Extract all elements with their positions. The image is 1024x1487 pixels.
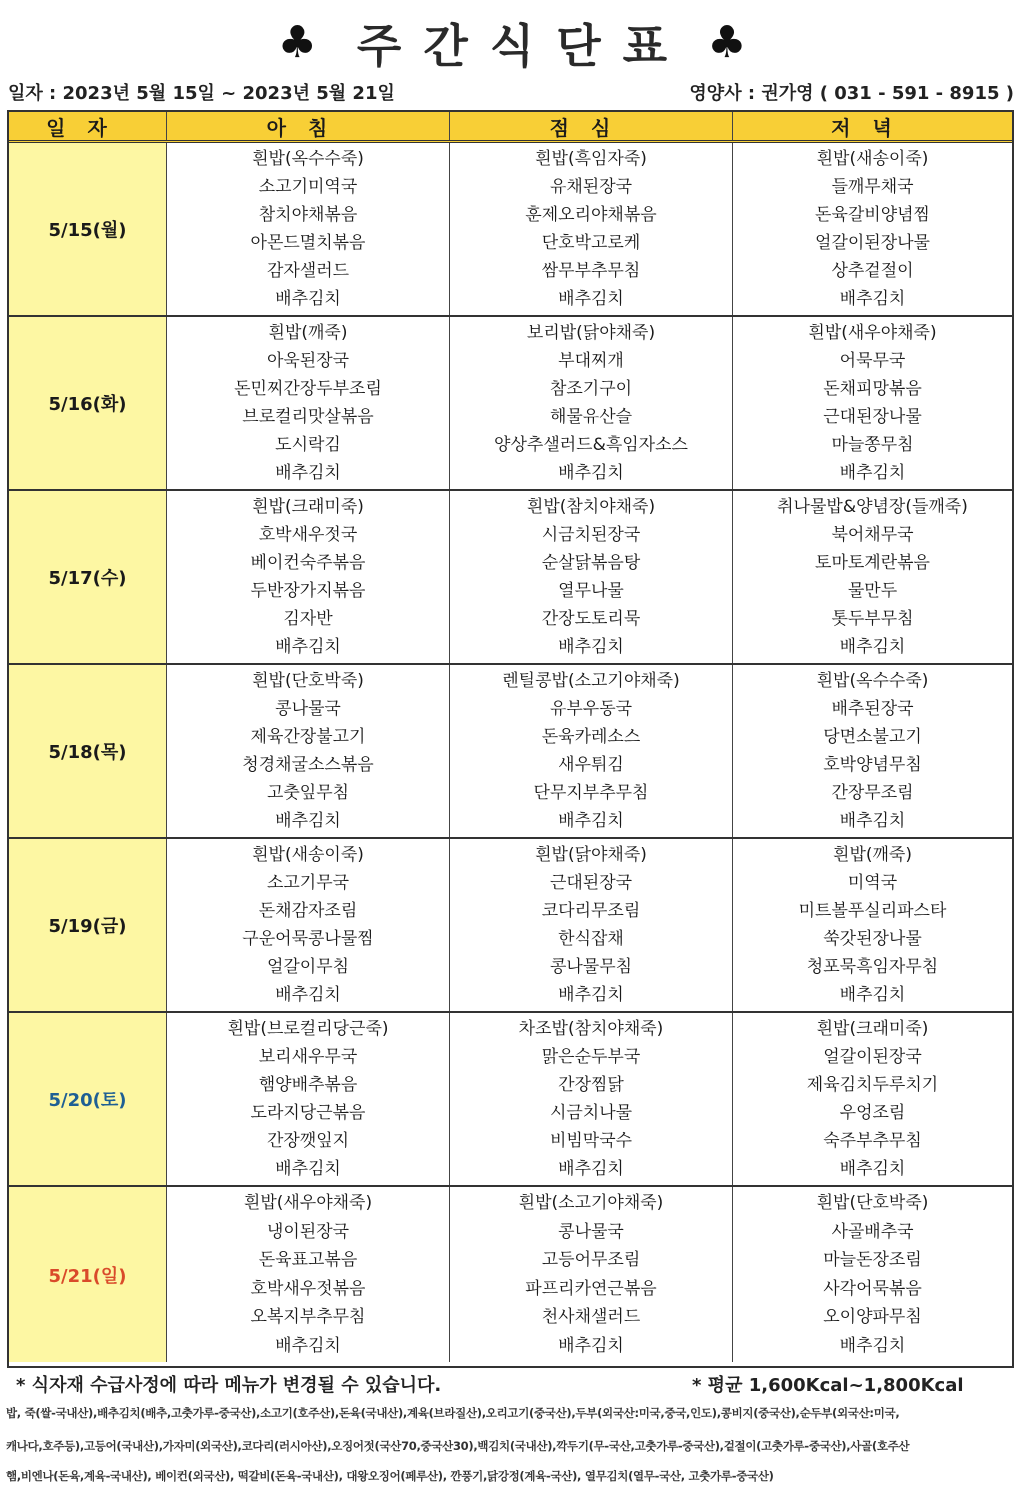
- menu-item: 아몬드멸치볶음: [250, 233, 366, 253]
- menu-item: 마늘쫑무침: [831, 435, 914, 455]
- menu-item: 우엉조림: [839, 1103, 906, 1123]
- menu-item: 배추김치: [558, 811, 624, 831]
- menu-item: 마늘돈장조림: [823, 1250, 922, 1271]
- menu-table: [7, 110, 1014, 1368]
- menu-item: 호박새우젓볶음: [250, 1278, 366, 1299]
- day-row: [9, 839, 1012, 1013]
- day-row: [9, 1187, 1012, 1362]
- menu-item: 참조기구이: [549, 379, 633, 399]
- menu-item: 훈제오리야채볶음: [525, 205, 657, 225]
- dinner-cell: [732, 491, 1012, 663]
- menu-item: 새우튀김: [558, 755, 624, 775]
- day-row: [9, 665, 1012, 839]
- menu-item: 돈채감자조림: [258, 901, 358, 921]
- dinner-cell: [732, 1187, 1012, 1362]
- info-line: [8, 79, 1014, 105]
- menu-item: 흰밥(새우야채죽): [243, 1193, 373, 1214]
- menu-item: 배추김치: [275, 637, 341, 657]
- menu-item: 단호박고로케: [541, 233, 641, 253]
- menu-item: 간장도토리묵: [541, 609, 641, 629]
- menu-item: 콩나물국: [275, 699, 341, 719]
- header-breakfast: 아침: [166, 112, 449, 140]
- title-bar: [0, 12, 1024, 74]
- menu-item: 얼갈이된장나물: [815, 233, 930, 253]
- date-cell: 5/21(일): [9, 1187, 166, 1362]
- menu-item: 청경채굴소스볶음: [242, 755, 374, 775]
- day-row: [9, 1013, 1012, 1187]
- menu-item: 배추김치: [558, 289, 624, 309]
- menu-item: 배추김치: [558, 637, 624, 657]
- menu-item: 비빔막국수: [549, 1131, 633, 1151]
- menu-item: 흰밥(깨죽): [833, 845, 912, 865]
- menu-item: 흰밥(새송이죽): [816, 149, 929, 169]
- club-icon: ♣: [277, 17, 317, 68]
- menu-item: 배추김치: [275, 463, 341, 483]
- menu-item: 돈민찌간장두부조림: [234, 379, 382, 399]
- date-cell: 5/17(수): [9, 491, 166, 663]
- calorie-notice: * 평균 1,600Kcal~1,800Kcal: [692, 1375, 964, 1396]
- menu-item: 상추겉절이: [831, 261, 914, 281]
- menu-item: 배추김치: [275, 289, 341, 309]
- days-container: [9, 143, 1012, 1362]
- menu-item: 양상추샐러드&흑임자소스: [494, 435, 688, 455]
- club-icon: ♣: [707, 17, 747, 68]
- menu-item: 배추김치: [839, 1159, 906, 1179]
- page-title: 주간식단표: [356, 19, 690, 73]
- menu-item: 파프리카연근볶음: [525, 1278, 657, 1299]
- origin-line: 햄,비엔나(돈육,계육-국내산), 베이컨(외국산), 떡갈비(돈육-국내산), 대왕오징어(페루산), 깐풍기,닭강정(계육-국산), 열무김치(열무-국산, 고춧가루-중국산): [6, 1469, 774, 1483]
- menu-item: 숙주부추무침: [823, 1131, 922, 1151]
- menu-item: 코다리무조림: [541, 901, 641, 921]
- menu-item: 흰밥(크래미죽): [252, 497, 364, 517]
- menu-item: 배추김치: [275, 1159, 341, 1179]
- menu-item: 브로컬리맛살볶음: [242, 407, 374, 427]
- menu-item: 김자반: [283, 609, 333, 629]
- menu-item: 배추김치: [558, 1335, 624, 1356]
- menu-item: 제육간장불고기: [250, 727, 366, 747]
- menu-item: 톳두부무침: [831, 609, 914, 629]
- lunch-cell: [449, 491, 732, 663]
- menu-item: 쌈무부추무침: [541, 261, 641, 281]
- menu-item: 돈육갈비양념찜: [815, 205, 930, 225]
- menu-item: 어묵무국: [839, 351, 906, 371]
- menu-item: 취나물밥&양념장(들깨죽): [777, 497, 968, 517]
- menu-item: 고등어무조림: [541, 1250, 641, 1271]
- menu-item: 흰밥(크래미죽): [816, 1019, 929, 1039]
- header-lunch: 점심: [449, 112, 732, 140]
- menu-item: 베이컨숙주볶음: [250, 553, 366, 573]
- menu-item: 천사채샐러드: [541, 1307, 641, 1328]
- menu-item: 흰밥(닭야채죽): [535, 845, 647, 865]
- menu-item: 흰밥(옥수수죽): [252, 149, 364, 169]
- menu-item: 배추김치: [839, 811, 906, 831]
- menu-item: 흰밥(단호박죽): [816, 1193, 929, 1214]
- menu-item: 고춧잎무침: [266, 783, 350, 803]
- lunch-cell: [449, 317, 732, 489]
- origin-line: 캐나다,호주등),고등어(국내산),가자미(외국산),코다리(러시아산),오징어젓(국산70,중국산30),백김치(국내산),깍두기(무-국산,고춧가루-중국산),겉절이(고춧가루-중국산),사골(호주산: [6, 1439, 910, 1453]
- lunch-cell: [449, 839, 732, 1011]
- menu-item: 배추김치: [839, 463, 906, 483]
- menu-item: 도시락김: [275, 435, 341, 455]
- menu-item: 배추김치: [839, 1335, 906, 1356]
- menu-item: 쑥갓된장나물: [823, 929, 922, 949]
- menu-item: 배추김치: [275, 811, 341, 831]
- date-cell: 5/15(월): [9, 143, 166, 315]
- menu-item: 시금치된장국: [541, 525, 641, 545]
- lunch-cell: [449, 1187, 732, 1362]
- breakfast-cell: [166, 1187, 449, 1362]
- date-cell: 5/20(토): [9, 1013, 166, 1185]
- menu-item: 배추김치: [839, 985, 906, 1005]
- breakfast-cell: [166, 665, 449, 837]
- menu-item: 배추김치: [558, 985, 624, 1005]
- menu-item: 흰밥(브로컬리당근죽): [227, 1019, 389, 1039]
- menu-item: 시금치나물: [549, 1103, 633, 1123]
- menu-item: 냉이된장국: [266, 1221, 350, 1242]
- menu-item: 소고기무국: [266, 873, 350, 893]
- menu-item: 사각어묵볶음: [823, 1278, 922, 1299]
- menu-item: 열무나물: [558, 581, 624, 601]
- nutritionist-text: 영양사 : 권가영 ( 031 - 591 - 8915 ): [689, 83, 1014, 104]
- menu-item: 소고기미역국: [258, 177, 358, 197]
- menu-item: 흰밥(깨죽): [268, 323, 348, 343]
- menu-item: 근대된장국: [549, 873, 633, 893]
- menu-item: 콩나물무침: [549, 957, 633, 977]
- menu-item: 당면소불고기: [823, 727, 922, 747]
- menu-item: 흰밥(옥수수죽): [816, 671, 929, 691]
- menu-item: 콩나물국: [558, 1221, 624, 1242]
- menu-item: 간장무조림: [831, 783, 914, 803]
- menu-item: 얼갈이무침: [266, 957, 350, 977]
- menu-item: 사골배추국: [831, 1221, 914, 1242]
- menu-item: 흰밥(단호박죽): [252, 671, 364, 691]
- origin-line: 밥, 죽(쌀-국내산),배추김치(배추,고춧가루-중국산),소고기(호주산),돈육(국내산),계육(브라질산),오리고기(중국산),두부(외국산:미국,중국,인도),콩비지(중국산),순두부(외국산:미국,: [6, 1406, 900, 1420]
- day-row: [9, 317, 1012, 491]
- menu-item: 해물유산슬: [549, 407, 633, 427]
- date-cell: 5/16(화): [9, 317, 166, 489]
- menu-item: 북어채무국: [831, 525, 914, 545]
- menu-item: 단무지부추무침: [533, 783, 649, 803]
- menu-item: 부대찌개: [558, 351, 624, 371]
- table-header: [9, 112, 1012, 143]
- menu-item: 제육김치두루치기: [806, 1075, 939, 1095]
- breakfast-cell: [166, 143, 449, 315]
- breakfast-cell: [166, 1013, 449, 1185]
- header-dinner: 저녁: [732, 112, 1012, 140]
- menu-item: 오복지부추무침: [250, 1307, 366, 1328]
- menu-item: 보리새우무국: [258, 1047, 358, 1067]
- menu-item: 돈채피망볶음: [823, 379, 922, 399]
- menu-item: 물만두: [847, 581, 898, 601]
- menu-item: 돈육카레소스: [541, 727, 641, 747]
- menu-item: 돈육표고볶음: [258, 1250, 358, 1271]
- period-text: 일자 : 2023년 5월 15일 ~ 2023년 5월 21일: [8, 83, 395, 104]
- menu-item: 오이양파무침: [823, 1307, 922, 1328]
- menu-item: 흰밥(새송이죽): [252, 845, 364, 865]
- menu-item: 렌틸콩밥(소고기야채죽): [502, 671, 680, 691]
- dinner-cell: [732, 143, 1012, 315]
- menu-item: 도라지당근볶음: [250, 1103, 366, 1123]
- menu-item: 근대된장나물: [823, 407, 922, 427]
- menu-item: 토마토계란볶음: [815, 553, 930, 573]
- menu-item: 아욱된장국: [266, 351, 350, 371]
- header-date: 일자: [46, 115, 129, 140]
- menu-item: 배추김치: [275, 985, 341, 1005]
- dinner-cell: [732, 665, 1012, 837]
- lunch-cell: [449, 665, 732, 837]
- menu-item: 배추김치: [558, 463, 624, 483]
- menu-item: 유채된장국: [549, 177, 633, 197]
- menu-item: 간장깻잎지: [266, 1131, 350, 1151]
- menu-item: 배추된장국: [831, 699, 914, 719]
- menu-item: 순살닭볶음탕: [541, 553, 641, 573]
- menu-item: 흰밥(새우야채죽): [808, 323, 937, 343]
- day-row: [9, 143, 1012, 317]
- menu-item: 배추김치: [839, 637, 906, 657]
- dinner-cell: [732, 839, 1012, 1011]
- menu-item: 감자샐러드: [266, 261, 350, 281]
- menu-item: 호박양념무침: [823, 755, 922, 775]
- breakfast-cell: [166, 317, 449, 489]
- menu-item: 보리밥(닭야채죽): [526, 323, 656, 343]
- menu-item: 배추김치: [558, 1159, 624, 1179]
- menu-item: 햄양배추볶음: [258, 1075, 358, 1095]
- lunch-cell: [449, 1013, 732, 1185]
- date-cell: 5/19(금): [9, 839, 166, 1011]
- breakfast-cell: [166, 839, 449, 1011]
- menu-item: 청포묵흑임자무침: [806, 957, 939, 977]
- lunch-cell: [449, 143, 732, 315]
- menu-item: 미트볼푸실리파스타: [798, 901, 947, 921]
- menu-item: 흰밥(참치야채죽): [526, 497, 656, 517]
- date-cell: 5/18(목): [9, 665, 166, 837]
- day-row: [9, 491, 1012, 665]
- change-notice: * 식자재 수급사정에 따라 메뉴가 변경될 수 있습니다.: [16, 1375, 442, 1396]
- menu-item: 들깨무채국: [831, 177, 914, 197]
- menu-item: 유부우동국: [549, 699, 633, 719]
- menu-item: 구운어묵콩나물찜: [242, 929, 374, 949]
- menu-item: 배추김치: [275, 1335, 341, 1356]
- breakfast-cell: [166, 491, 449, 663]
- dinner-cell: [732, 317, 1012, 489]
- menu-item: 맑은순두부국: [541, 1047, 641, 1067]
- menu-item: 차조밥(참치야채죽): [518, 1019, 664, 1039]
- menu-item: 흰밥(소고기야채죽): [518, 1193, 664, 1214]
- menu-item: 미역국: [847, 873, 898, 893]
- menu-item: 배추김치: [839, 289, 906, 309]
- menu-item: 호박새우젓국: [258, 525, 358, 545]
- menu-item: 참치야채볶음: [258, 205, 358, 225]
- menu-item: 두반장가지볶음: [250, 581, 366, 601]
- menu-item: 간장찜닭: [558, 1075, 624, 1095]
- menu-item: 흰밥(흑임자죽): [535, 149, 647, 169]
- menu-item: 얼갈이된장국: [823, 1047, 922, 1067]
- dinner-cell: [732, 1013, 1012, 1185]
- menu-item: 한식잡채: [558, 929, 624, 949]
